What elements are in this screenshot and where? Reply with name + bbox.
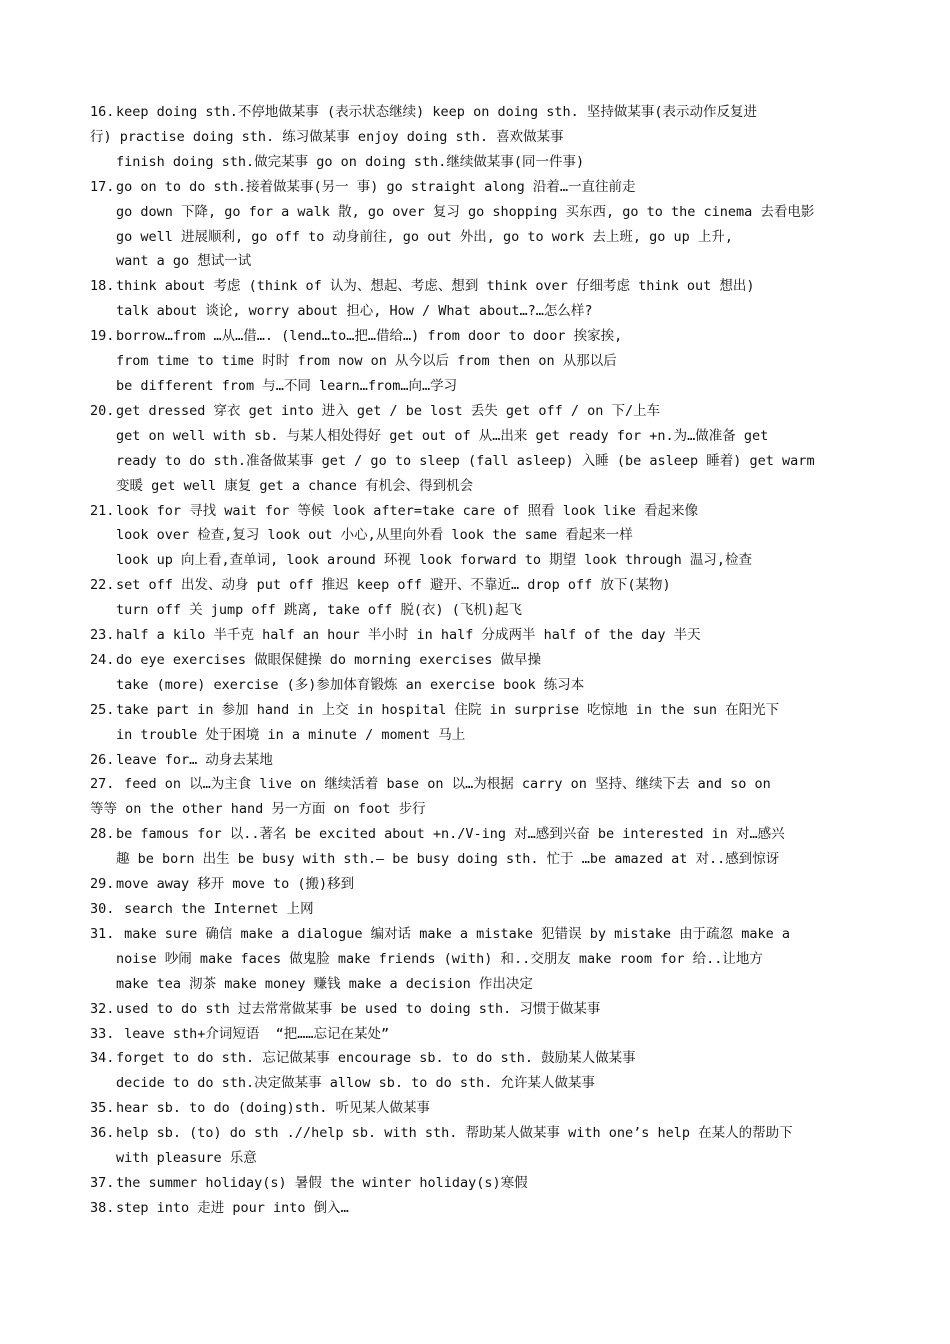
entry-number: 26. [90, 751, 115, 768]
phrase-entry [90, 100, 865, 175]
phrase-entry [90, 698, 865, 748]
entry-line: the summer holiday(s) 暑假 the winter holiday(s)寒假 [116, 1174, 528, 1191]
entry-line: look for 寻找 wait for 等候 look after=take care of 照看 look like 看起来像 [116, 502, 699, 519]
entry-line: from time to time 时时 from now on 从今以后 from then on 从那以后 [116, 353, 617, 370]
entry-line: feed on 以…为主食 live on 继续活着 base on 以…为根据 carry on 坚持、继续下去 and so on [116, 776, 771, 793]
entry-line: want a go 想试一试 [116, 253, 252, 270]
entry-line: leave sth+介词短语 “把……忘记在某处” [116, 1025, 390, 1042]
entry-line: make tea 沏茶 make money 赚钱 make a decision 作出决定 [116, 975, 533, 992]
entry-number: 32. [90, 1000, 115, 1017]
phrase-entry [90, 1171, 865, 1196]
entry-line: talk about 谈论, worry about 担心, How / What about…?…怎么样? [116, 303, 593, 320]
entry-line: turn off 关 jump off 跳离, take off 脱(衣) (飞机)起飞 [116, 602, 522, 619]
phrase-entry [90, 1046, 865, 1096]
entry-line: with pleasure 乐意 [116, 1150, 257, 1167]
entry-line: look up 向上看,查单词, look around 环视 look forward to 期望 look through 温习,检查 [116, 552, 753, 569]
entry-line: take part in 参加 hand in 上交 in hospital 住院 in surprise 吃惊地 in the sun 在阳光下 [116, 701, 780, 718]
phrase-entry [90, 648, 865, 698]
entry-line: step into 走进 pour into 倒入… [116, 1199, 349, 1216]
entry-number: 17. [90, 178, 115, 195]
entry-line: used to do sth 过去常常做某事 be used to doing sth. 习惯于做某事 [116, 1000, 601, 1017]
entry-line: borrow…from …从…借…. (lend…to…把…借给…) from door to door 挨家挨, [116, 328, 623, 345]
phrase-entry [90, 1121, 865, 1171]
phrase-entry [90, 872, 865, 897]
entry-line: do eye exercises 做眼保健操 do morning exercises 做早操 [116, 651, 541, 668]
entry-line: finish doing sth.做完某事 go on doing sth.继续做某事(同一件事) [116, 153, 585, 170]
entry-number: 33. [90, 1025, 115, 1042]
entry-line: 等等 on the other hand 另一方面 on foot 步行 [90, 801, 426, 818]
entry-line: look over 检查,复习 look out 小心,从里向外看 look the same 看起来一样 [116, 527, 633, 544]
phrase-entry [90, 274, 865, 324]
entry-line: make sure 确信 make a dialogue 编对话 make a mistake 犯错误 by mistake 由于疏忽 make a [116, 925, 791, 942]
phrase-entry [90, 748, 865, 773]
entry-line: keep doing sth.不停地做某事 (表示状态继续) keep on doing sth. 坚持做某事(表示动作反复进 [116, 104, 757, 120]
entry-number: 36. [90, 1125, 115, 1142]
phrase-entry [90, 1096, 865, 1121]
entry-line: forget to do sth. 忘记做某事 encourage sb. to do sth. 鼓励某人做某事 [116, 1050, 636, 1067]
entry-number: 38. [90, 1199, 115, 1216]
entry-number: 25. [90, 701, 115, 718]
entry-line: 趣 be born 出生 be busy with sth.— be busy doing sth. 忙于 …be amazed at 对..感到惊讶 [116, 851, 780, 868]
phrase-entry [90, 997, 865, 1022]
entry-line: be different from 与…不同 learn…from…向…学习 [116, 377, 458, 394]
entry-line: set off 出发、动身 put off 推迟 keep off 避开、不靠近… drop off 放下(某物) [116, 577, 671, 594]
entry-number: 24. [90, 651, 115, 668]
phrase-entry [90, 499, 865, 574]
entry-line: be famous for 以..著名 be excited about +n./V-ing 对…感到兴奋 be interested in 对…感兴 [116, 826, 785, 843]
entry-number: 34. [90, 1050, 115, 1067]
entry-number: 22. [90, 577, 115, 594]
entry-line: get dressed 穿衣 get into 进入 get / be lost 丢失 get off / on 下/上车 [116, 402, 661, 419]
entry-number: 37. [90, 1174, 115, 1191]
entry-line: move away 移开 move to (搬)移到 [116, 876, 355, 893]
entry-line: take (more) exercise (多)参加体育锻炼 an exercise book 练习本 [116, 676, 585, 693]
phrase-entry [90, 399, 865, 499]
phrase-entry [90, 623, 865, 648]
phrase-entry [90, 573, 865, 623]
entry-line: go on to do sth.接着做某事(另一 事) go straight along 沿着…一直往前走 [116, 178, 636, 195]
entry-number: 23. [90, 627, 115, 644]
entry-line: search the Internet 上网 [116, 901, 314, 917]
phrase-entry [90, 175, 865, 275]
entry-line: help sb. (to) do sth .//help sb. with sth. 帮助某人做某事 with one’s help 在某人的帮助下 [116, 1125, 793, 1142]
entry-line: go well 进展顺利, go off to 动身前往, go out 外出, go to work 去上班, go up 上升, [116, 228, 734, 245]
entry-number: 20. [90, 402, 115, 419]
entry-number: 18. [90, 278, 115, 295]
entry-number: 29. [90, 876, 115, 893]
phrase-entry [90, 1022, 865, 1047]
phrase-entry [90, 772, 865, 822]
entry-line: in trouble 处于困境 in a minute / moment 马上 [116, 726, 466, 743]
phrase-entry [90, 897, 865, 922]
entry-number: 28. [90, 826, 115, 843]
entry-line: leave for… 动身去某地 [116, 751, 273, 768]
entry-line: 变暖 get well 康复 get a chance 有机会、得到机会 [116, 477, 474, 494]
phrase-entry [90, 324, 865, 399]
entry-number: 21. [90, 502, 115, 519]
entry-line: hear sb. to do (doing)sth. 听见某人做某事 [116, 1100, 430, 1117]
phrase-entry [90, 922, 865, 997]
entry-line: think about 考虑 (think of 认为、想起、考虑、想到 think over 仔细考虑 think out 想出) [116, 278, 755, 295]
document-page [90, 100, 865, 1221]
entry-line: half a kilo 半千克 half an hour 半小时 in half 分成两半 half of the day 半天 [116, 627, 701, 644]
entry-number: 19. [90, 328, 115, 345]
entry-line: ready to do sth.准备做某事 get / go to sleep (fall asleep) 入睡 (be asleep 睡着) get warm [116, 452, 815, 469]
phrase-entry [90, 822, 865, 872]
entry-number: 30. [90, 901, 115, 917]
entry-line: 行) practise doing sth. 练习做某事 enjoy doing sth. 喜欢做某事 [90, 128, 564, 145]
phrase-entry [90, 1196, 865, 1221]
entry-number: 27. [90, 776, 115, 793]
entry-number: 35. [90, 1100, 115, 1117]
entry-number: 16. [90, 104, 115, 120]
entry-line: go down 下降, go for a walk 散, go over 复习 go shopping 买东西, go to the cinema 去看电影 [116, 203, 815, 220]
entry-line: decide to do sth.决定做某事 allow sb. to do sth. 允许某人做某事 [116, 1075, 595, 1092]
entry-line: noise 吵闹 make faces 做鬼脸 make friends (with) 和..交朋友 make room for 给..让地方 [116, 950, 763, 967]
entry-number: 31. [90, 925, 115, 942]
entry-line: get on well with sb. 与某人相处得好 get out of 从…出来 get ready for +n.为…做准备 get [116, 427, 769, 444]
